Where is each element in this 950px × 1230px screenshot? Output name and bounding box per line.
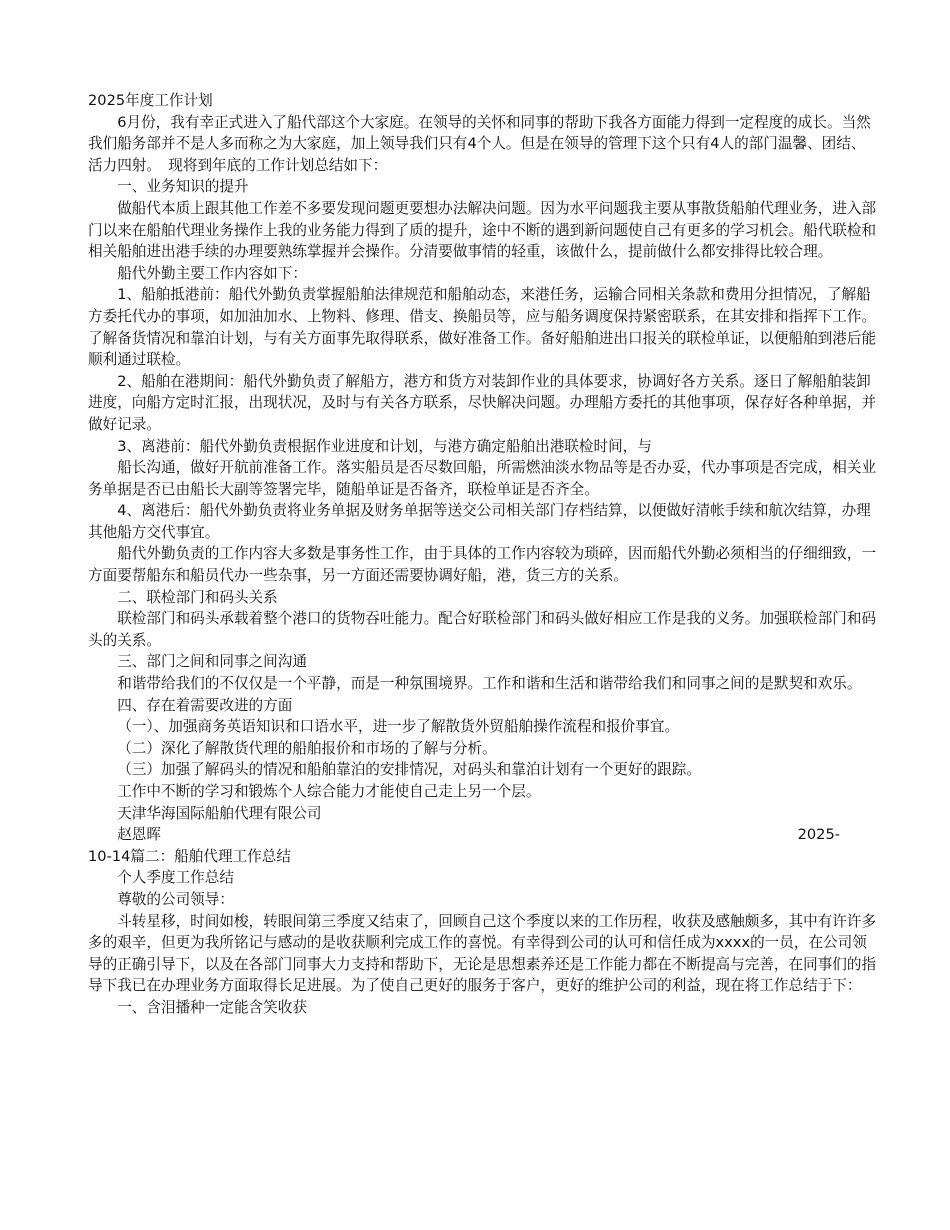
author-name: 赵恩晖 [117, 826, 161, 844]
date-end-and-part-two-title: 10-14篇二：船舶代理工作总结 [88, 847, 291, 865]
duty-after-departure: 4、离港后：船代外勤负责将业务单据及财务单据等送交公司相关部门存档结算，以便做好清帐手续和航次结算，办理其他船方交代事宜。 [88, 502, 871, 541]
duty-before-arrival: 1、船舶抵港前：船代外勤负责掌握船舶法律规范和船舶动态，来港任务，运输合同相关条款和费用分担情况，了解船方委托代办的事项，如加油加水、上物料、修理、借支、换船员等，应与船务调度保持紧密联系，在其安排和指挥下工作。了解备货情况和靠泊计划，与有关方面事先取得联系，做好准备工作。备好船舶进出口报关的联检单证，以便船舶到港后能顺利通过联检。 [88, 286, 877, 369]
field-duties-intro: 船代外勤主要工作内容如下： [117, 264, 307, 282]
part-two-heading-1: 一、含泪播种一定能含笑收获 [117, 998, 307, 1016]
duty-in-port: 2、船舶在港期间：船代外勤负责了解船方，港方和货方对装卸作业的具体要求，协调好各方关系。逐日了解船舶装卸进度，向船方定时汇报，出现状况，及时与有关各方联系，尽快解决问题。办理船方委托的其他事项，保存好各种单据，并做好记录。 [88, 372, 877, 433]
improvement-item-1: （一）、加强商务英语知识和口语水平，进一步了解散货外贸船舶操作流程和报价事宜。 [117, 718, 680, 736]
communication-paragraph: 和谐带给我们的不仅仅是一个平静，而是一种氛围境界。工作和谐和生活和谐带给我们和同事之间的是默契和欢乐。 [117, 675, 862, 693]
duty-before-departure-cont: 船长沟通，做好开航前准备工作。落实船员是否尽数回船，所需燃油淡水物品等是否办妥，代办事项是否完成，相关业务单据是否已由船长大副等签署完毕，随船单证是否备齐，联检单证是否齐全。 [88, 459, 877, 498]
improvement-item-3: （三）加强了解码头的情况和船舶靠泊的安排情况，对码头和靠泊计划有一个更好的跟踪。 [117, 761, 701, 779]
inspection-paragraph: 联检部门和码头承载着整个港口的货物吞吐能力。配合好联检部门和码头做好相应工作是我的义务。加强联检部门和码头的关系。 [88, 610, 877, 649]
improvement-item-2: （二）深化了解散货代理的船舶报价和市场的了解与分析。 [117, 739, 497, 757]
intro-paragraph: 6月份，我有幸正式进入了船代部这个大家庭。在领导的关怀和同事的帮助下我各方面能力得到一定程度的成长。当然我们船务部并不是人多而称之为大家庭，加上领导我们只有4个人。但是在领导的管理下这个只有4人的部门温馨、团结、活力四射。 现将到年底的工作计划总结如下： [88, 113, 871, 174]
author-line [88, 824, 878, 846]
business-knowledge-paragraph: 做船代本质上跟其他工作差不多要发现问题更要想办法解决问题。因为水平问题我主要从事散货船舶代理业务，进入部门以来在船舶代理业务操作上我的业务能力得到了质的提升，途中不断的遇到新问题使自己有更多的学习机会。船代联检和相关船舶进出港手续的办理要熟练掌握并会操作。分清要做事情的轻重，该做什么，提前做什么都安排得比较合理。 [88, 199, 877, 261]
date-start: 2025- [797, 826, 840, 844]
duty-before-departure: 3、离港前：船代外勤负责根据作业进度和计划，与港方确定船舶出港联检时间，与 [117, 437, 652, 455]
greeting: 尊敬的公司领导： [117, 890, 234, 908]
section-heading-4: 四、存在着需要改进的方面 [117, 696, 293, 714]
document-page [88, 90, 878, 1019]
section-heading-2: 二、联检部门和码头关系 [117, 588, 278, 606]
section-heading-1: 一、业务知识的提升 [117, 178, 249, 196]
closing-paragraph: 工作中不断的学习和锻炼个人综合能力才能使自己走上另一个层。 [117, 783, 541, 800]
section-heading-3: 三、部门之间和同事之间沟通 [117, 653, 307, 671]
quarterly-summary-paragraph: 斗转星移，时间如梭，转眼间第三季度又结束了，回顾自己这个季度以来的工作历程，收获及感触颇多，其中有许许多多的艰辛，但更为我所铭记与感动的是收获顺利完成工作的喜悦。有幸得到公司的认可和信任成为xxxx的一员，在公司领导的正确引导下，以及在各部门同事大力支持和帮助下，无论是思想素养还是工作能力都在不断提高与完善，在同事们的指导下我已在办理业务方面取得长足进展。为了使自己更好的服务于客户，更好的维护公司的利益，现在将工作总结于下： [88, 912, 877, 995]
field-duties-summary: 船代外勤负责的工作内容大多数是事务性工作，由于具体的工作内容较为琐碎，因而船代外勤必须相当的仔细细致，一方面要帮船东和船员代办一些杂事，另一方面还需要协调好船，港，货三方的关系。 [88, 545, 877, 585]
part-two-title: 个人季度工作总结 [117, 869, 234, 887]
company-name: 天津华海国际船舶代理有限公司 [117, 804, 322, 822]
document-title: 2025年度工作计划 [88, 92, 213, 109]
